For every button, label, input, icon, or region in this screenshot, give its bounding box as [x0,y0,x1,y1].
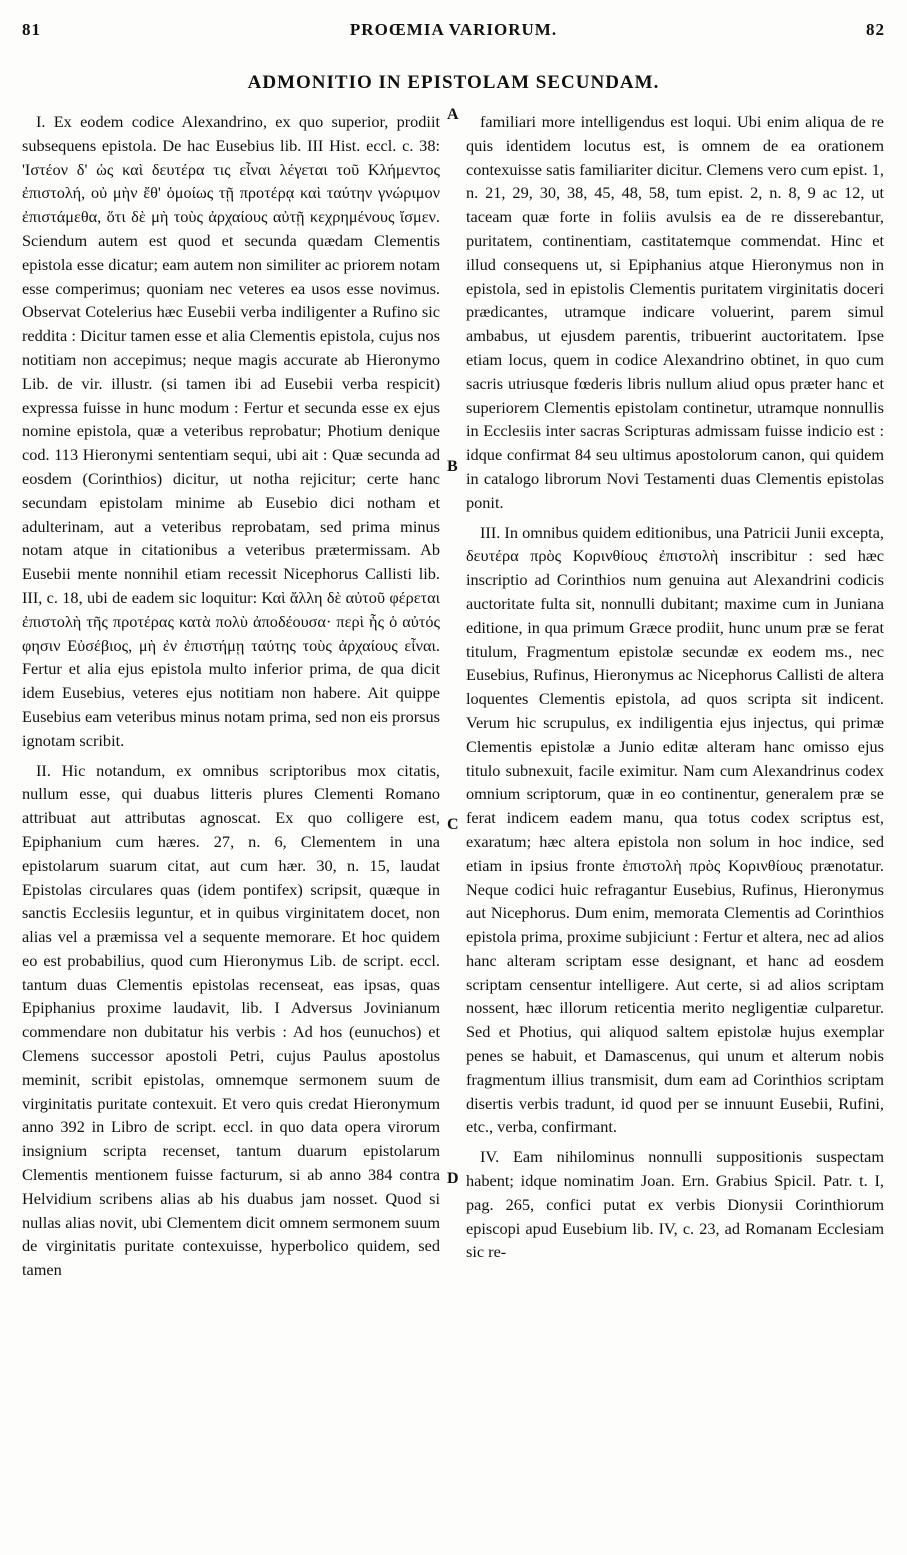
paragraph-3: III. In omnibus quidem editionibus, una Patricii Junii excepta, δευτέρα πρὸς Κορινθίους ἐπιστολὴ inscribitur : sed hæc inscriptio ad Corinthios num genuina aut Alexandrini codicis auctoritate fulta sit, nonnulli dubitant; maxime cum in Juniana editione, in qua primum Græce prodiit, hunc unum præ se ferat titulum, Fragmentum epistolæ secundæ ex eodem ms., nec Eusebius, Rufinus, Hieronymus ac Nicephorus Callisti de altera loquentes Clementis epistola, ad quos scripta sit indicent. Verum hic scrupulus, ex indiligentia ejus injectus, qui primæ Clementis epistolæ a Junio editæ alteram hanc omisso ejus titulo subnexuit, facile eximitur. Nam cum Alexandrinus codex omnium scriptorum, quæ in eo continentur, generalem præ se ferat indicem eadem manu, qua totus codex scriptus est, exaratum; hæc altera epistola non solum in hoc indice, sed etiam in ipsius fronte ἐπιστολὴ πρὸς Κορινθίους prænotatur. Neque codici huic refragantur Eusebius, Rufinus, Hieronymus aut Nicephorus. Dum enim, memorata Clementis ad Corinthios epistola prima, proxime subjiciunt : Fertur et altera, nec ad alios hanc alteram scriptam esse designant, et hanc ad eosdem scriptam censentur intelligere. Aut certe, si ad alios scriptam nossent, hæc illorum reticentia merito negligentiæ culparetur. Sed et Photius, qui aliquod saltem epistolæ hujus exemplar penes se habuit, et Damascenus, qui unum et alterum nobis fragmentum illius transmisit, dum eam ad Corinthios scriptam disertis verbis tradunt, id quod per se innuunt Eusebii, Rufini, etc., verba, confirmant. [466,522,884,1137]
page-header [22,12,885,46]
page-number-right: 82 [866,20,885,39]
page-number-left: 81 [22,20,41,39]
paragraph-2: II. Hic notandum, ex omnibus scriptoribus mox citatis, nullum esse, qui duabus litteris plures Clementi Romano attribuat aut attributas agnoscat. Ex quo colligere est, Epiphanium cum hæres. 27, n. 6, Clementem in una epistolarum suarum citat, aut cum hær. 30, n. 15, laudat Epistolas circulares quas (idem pontifex) scripsit, quæque in sanctis Ecclesiis leguntur, et in quibus virginitatem docet, non alias vel a præmissa vel a sequente memorare. Et hoc quidem eo est probabilius, quod cum Hieronymus Lib. de script. eccl. tantum duas Clementis epistolas recenseat, eas ipsas, quas Epiphanius proxime laudavit, lib. I Adversus Jovinianum commendare non dubitatur his verbis : Ad hos (eunuchos) et Clemens successor apostoli Petri, cujus Paulus apostolus meminit, scribit epistolas, omnemque sermonem suum de virginitatis puritate contexuit. Et vero quis credat Hieronymum anno 392 in Libro de script. eccl. in quo data opera virorum insignium scripta recenset, tantum duarum epistolarum Clementis mentionem fuisse facturum, si ab anno 384 contra Helvidium scribens alias ab his duabus jam nosset. Quod si nullas alias novit, ubi Clementem dicit omnem sermonem suum de virginitatis puritate contexuisse, hyperbolico quidem, sed tamen [22,760,440,1280]
paragraph-1-right: familiari more intelligendus est loqui. Ubi enim aliqua de re quis identidem locutus est, is omnem de ea orationem contexuisse satis familiariter dicitur. Clemens vero cum epist. 1, n. 21, 29, 30, 38, 45, 48, 58, tum epist. 2, n. 8, 9 ac 12, ut taceam quæ forte in foliis avulsis ea de re disserebantur, puritatem, continentiam, castitatemque commendat. Hinc et illud consequens ut, si Epiphanius atque Hieronymus non in epistola, sed in epistolis Clementis puritatem virginitatis doceri prædicantes, utramque indicare voluerint, parem simul ambabus, ut ejusdem parentis, tribuerint auctoritatem. Ipse etiam locus, quem in codice Alexandrino obtinet, in quo cum sacris utriusque fœderis libris nullum aliud opus præter hanc et superiorem Clementis epistolam continetur, utramque nonnullis in Ecclesiis inter sacras Scripturas admissam fuisse indicio est : idque confirmat 84 seu ultimus apostolorum canon, qui quidem in catalogo librorum Novi Testamenti duas Clementis epistolas ponit. [466,112,884,512]
margin-marker-a: A [447,106,459,123]
margin-marker-b: B [447,458,458,475]
running-title: PROŒMIA VARIORUM. [349,20,558,39]
paragraph-4: IV. Eam nihilominus nonnulli suppositionis suspectam habent; idque nominatim Joan. Ern. Grabius Spicil. Patr. t. I, pag. 265, confici putat ex verbis Dionysii Corinthiorum episcopi apud Eusebium lib. IV, c. 23, ad Romanam Ecclesiam sic re- [466,1147,884,1262]
section-title: ADMONITIO IN EPISTOLAM SECUNDAM. [247,72,660,93]
margin-marker-c: C [447,816,459,833]
left-column [22,110,440,1282]
paragraph-1: I. Ex eodem codice Alexandrino, ex quo superior, prodiit subsequens epistola. De hac Eusebius lib. III Hist. eccl. c. 38: 'Ιστέον δ' ὡς καὶ δευτέρα τις εἶναι λέγεται τοῦ Κλήμεντος ἐπιστολή, οὐ μὴν ἔθ' ὁμοίως τῇ προτέρᾳ καὶ ταύτην γνώριμον ἐπιστάμεθα, ὅτι δὲ μὴ τοὺς ἀρχαίους αὐτῇ κεχρημένους ἴσμεν. Sciendum autem est quod et secunda quædam Clementis epistola esse dicatur; eam autem non similiter ac priorem notam esse comperimus; quoniam nec veteres ea usos esse novimus. Observat Cotelerius hæc Eusebii verba indiligenter a Rufino sic reddita : Dicitur tamen esse et alia Clementis epistola, cujus nos notitiam non accepimus; neque magis accurate ab Hieronymo Lib. de vir. illustr. (si tamen ibi ad Eusebii verba respicit) expressa fuisse in hunc modum : Fertur et secunda esse ex ejus nomine epistola, quæ a veteribus reprobatur; Photium denique cod. 113 Hieronymi sententiam sequi, ubi ait : Quæ secunda ad eosdem (Corinthios) dicitur, ut notha rejicitur; certe hanc secundam epistolam minime ab Eusebio dici notham et adulterinam, aut a veteribus reprobatam, sed prima minus notam atque in citationibus a veteribus prætermissam. Ab Eusebii mente nonnihil etiam recessit Nicephorus Callisti lib. III, c. 18, ubi de eadem sic loquitur: Καὶ ἄλλη δὲ αὐτοῦ φέρεται ἐπιστολὴ τῆς προτέρας κατὰ πολὺ ἀποδέουσα· περὶ ἧς ὁ αὐτός φησιν Εὐσέβιος, μὴ ἐν ἐπιστήμῃ ταύτης τοὺς ἀρχαίους εἶναι. Fertur et alia ejus epistola multo inferior prima, de qua dicit idem Eusebius, veteres ejus notitiam non habere. Ait quippe Eusebius eam veteribus minus notam prima, sed non eis prorsus ignotam scribit. [22,112,440,750]
margin-marker-d: D [447,1170,459,1187]
right-column [466,110,884,1264]
